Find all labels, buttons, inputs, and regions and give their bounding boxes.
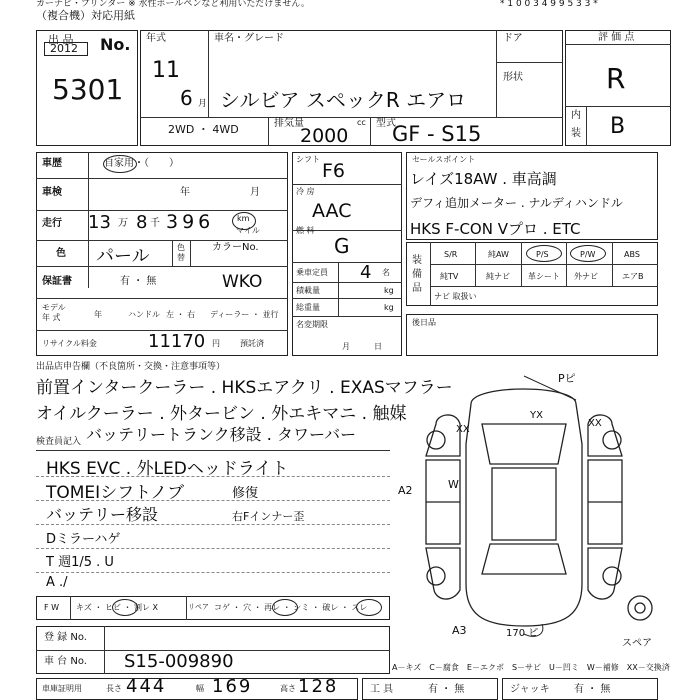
inspector-label: 検査員記入 [36,437,82,447]
inspection-month-unit: 月 [250,187,260,198]
inspector-line-3: バッテリー移設 [46,505,159,524]
lot-year-value: 2012 [50,42,78,55]
notes-line-3: バッテリートランク移設 . タワーバー [86,425,357,444]
displacement-unit: cc [357,118,366,127]
equip-navi-label: ナビ 取扱い [434,292,477,301]
delivery-frame [406,314,658,356]
inspector-line-4: Dミラーハゲ [46,532,121,547]
spare-label: スペア [622,638,652,649]
capacity-value: 4 [360,262,372,283]
shape-label: 形状 [503,72,523,83]
month-unit: 月 [198,99,208,109]
diag-a3: A3 [452,624,467,637]
weight-unit: kg [384,303,394,312]
equip-abs: ABS [624,250,640,259]
interior-label-1: 内 [571,110,581,121]
diag-yx: YX [530,410,543,421]
color-no-value: WKO [222,272,263,292]
damage-legend: A－キズ C－腐食 E－エクボ S－サビ U－凹ミ W－補修 XX－交換済 [392,663,670,672]
lot-year-label: 出 品 [48,33,74,46]
recycle-value: 11170 [148,331,206,352]
inspection-label: 車検 [42,187,62,198]
fw-circle-2 [272,599,298,616]
equip-tv: 純TV [440,272,459,281]
model-year-unit: 年 [94,310,102,319]
sales-label: セールスポイント [412,155,476,164]
equip-sr: S/R [444,250,458,259]
jack-value: 有 ・ 無 [574,684,611,695]
mileage-d1: 13 [88,212,111,233]
interior-label-2: 装 [571,128,581,139]
equip-pw-circle [570,245,606,262]
fw-items-2: コゲ ・ 穴 ・ 再レ ・ シミ ・ 破レ ・ スレ [214,603,368,612]
inspector-line-3b: 右Fインナー歪 [232,510,305,523]
fuel-value: G [334,234,350,258]
name-change-day: 日 [374,342,382,351]
color-change-2: 替 [177,253,185,262]
month-value: 6 [180,86,193,110]
equip-ps-circle [526,245,562,262]
inspector-line-2: TOMEIシフトノブ [46,483,185,503]
certificate-width: 169 [212,676,253,697]
rating-value: R [606,62,626,95]
notes-line-2: オイルクーラー . 外タービン . 外エキマニ . 触媒 [36,404,407,424]
diag-xx-left: XX [456,424,470,435]
inspector-line-5: T 週1/5 . U [46,555,114,570]
lot-number: 5301 [52,73,124,106]
header-subtitle: （複合機）対応用紙 [36,9,135,22]
fw-note: リペア [188,603,209,611]
car-name-value: シルビア スペックR エアロ [220,88,467,112]
sales-line-1: レイズ18AW . 車高調 [410,170,557,188]
header-top-line: カーナビ・プリンター ※ 水性ボールペンなど利用いただけません。 [36,0,310,9]
recycle-status: 預託済 [240,339,264,348]
header-serial: * 1 0 0 3 4 9 9 5 3 3 * [500,0,598,9]
color-no-label: カラーNo. [212,242,259,253]
ac-value: AAC [312,200,352,222]
handle-options: 左 ・ 右 [166,310,196,319]
inspector-line-6: A ./ [46,575,68,590]
chassis-value: S15-009890 [124,651,234,672]
load-unit: kg [384,286,394,295]
shift-label: シフト [296,155,320,164]
capacity-label: 乗車定員 [296,268,328,277]
recycle-label: リサイクル料金 [42,339,97,348]
color-label: 色 [56,248,66,259]
certificate-label: 車庫証明用 [42,684,82,693]
lot-no-label: No. [100,35,131,54]
jack-label: ジャッキ [510,684,550,695]
mileage-d3: 396 [166,211,215,233]
warranty-options: 有 ・ 無 [120,276,157,287]
displacement-label: 排気量 [274,118,304,129]
mileage-u1: 万 [118,218,128,229]
model-year-label-2: 年 式 [42,313,61,322]
history-label: 車歴 [42,158,62,169]
registration-label: 登 録 No. [44,632,87,643]
sales-line-2: デフィ追加メーター . ナルディハンドル [410,196,623,210]
car-diagram [396,364,686,654]
equip-airbag: エアB [622,272,644,281]
fw-items: キズ ・ ヒビ ・ 割レ X [76,603,159,612]
equip-ps: P/S [536,250,549,259]
history-options: 自家用・（ ） [104,158,179,169]
mileage-mile: マイル [236,226,260,235]
mileage-u2: 千 [150,218,160,229]
fw-label: F W [44,603,60,612]
color-change-1: 色 [177,243,185,252]
load-label: 積載量 [296,286,320,295]
certificate-length: 444 [126,676,167,697]
name-change-label: 名変期限 [296,320,328,329]
diag-a2-left: A2 [398,484,413,497]
diag-w: W [448,478,459,491]
tools-value: 有 ・ 無 [428,684,465,695]
details-frame [36,152,288,356]
dealer-options: ディーラー ・ 並行 [210,310,279,319]
color-value: パール [96,246,150,267]
certificate-height: 128 [298,676,339,697]
rating-label: 評 価 点 [598,32,635,43]
certificate-width-label: 幅 [196,684,204,693]
history-circle [103,155,137,173]
capacity-unit: 名 [382,268,390,277]
equipment-label: 装備品 [412,255,422,294]
door-label: ドア [503,33,523,44]
notes-label: 出品店申告欄（不良箇所・交換・注意事項等） [36,362,226,372]
equip-ext-navi: 外ナビ [574,272,598,281]
ac-label: 冷 房 [296,187,315,196]
diag-bottom: 170 ピ [506,628,539,639]
equip-pw: P/W [580,250,596,259]
car-name-label: 車名・グレード [214,33,284,44]
certificate-height-label: 高さ [280,684,296,693]
name-change-month: 月 [342,342,350,351]
model-year-label-1: モデル [42,303,66,312]
weight-label: 総重量 [296,303,320,312]
model-value: GF - S15 [392,122,482,146]
interior-value: B [610,114,626,139]
displacement-value: 2000 [300,125,349,147]
mileage-d2: 8 [136,212,148,233]
warranty-label: 保証書 [42,276,72,287]
year-value: 11 [152,58,180,83]
equip-navi: 純ナビ [486,272,510,281]
diag-xx-right: XX [588,418,602,429]
delivery-label: 後日品 [412,318,436,327]
chassis-label: 車 台 No. [44,656,87,667]
shift-value: F6 [322,160,346,182]
equip-aw: 純AW [488,250,509,259]
drive-label: 2WD ・ 4WD [168,123,239,136]
fw-circle-3 [356,599,382,616]
fuel-label: 燃 料 [296,226,315,235]
inspector-line-2b: 修復 [232,486,259,501]
inspector-line-1: HKS EVC . 外LEDヘッドライト [46,459,289,479]
model-label: 型式 [376,118,396,129]
diag-p-top: Pピ [558,372,576,385]
mileage-label: 走行 [42,218,62,229]
certificate-length-label: 長さ [106,684,122,693]
equip-leather: 革シート [528,272,560,281]
year-label: 年式 [146,33,166,44]
mileage-km: km [237,214,250,223]
sales-line-3: HKS F-CON Vプロ . ETC [410,220,581,238]
tools-label: 工 具 [370,684,394,695]
fw-circle-1 [112,599,138,616]
handle-label: ハンドル [128,310,160,319]
inspection-year-unit: 年 [180,187,190,198]
notes-line-1: 前置インタークーラー . HKSエアクリ . EXASマフラー [36,378,453,398]
recycle-unit: 円 [212,339,220,348]
